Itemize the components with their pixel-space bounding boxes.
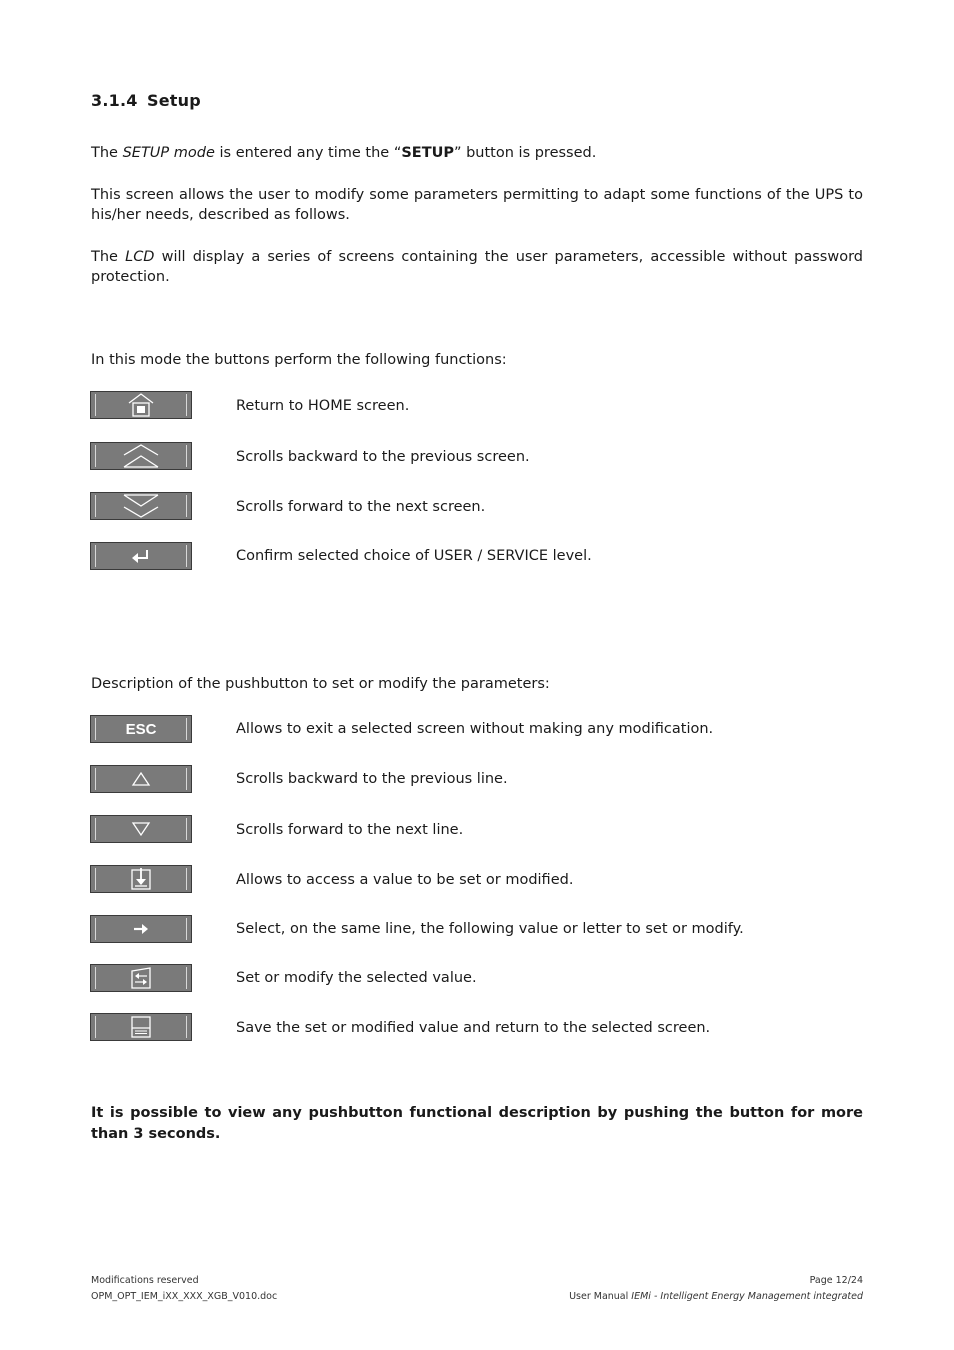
scroll-forward-line-description: Scrolls forward to the next line. xyxy=(236,822,464,838)
pushbutton-note: It is possible to view any pushbutton functional description by pushing the button for more than 3 seconds. xyxy=(91,1105,863,1142)
param-buttons-intro: Description of the pushbutton to set or modify the parameters: xyxy=(91,676,550,692)
scroll-back-screen-description: Scrolls backward to the previous screen. xyxy=(236,449,530,465)
next-value-description: Select, on the same line, the following value or letter to set or modify. xyxy=(236,921,744,937)
text-run: User Manual xyxy=(569,1291,632,1302)
scroll-back-line-description: Scrolls backward to the previous line. xyxy=(236,771,508,787)
double-up-icon xyxy=(121,443,161,469)
description-paragraph: This screen allows the user to modify some parameters permitting to adapt some functions of the UPS to his/her needs, described as follows. xyxy=(91,187,863,223)
footer-right xyxy=(569,1273,863,1305)
text-run: will display a series of screens containing the user parameters, accessible without password protection. xyxy=(91,249,863,285)
section-number: 3.1.4 xyxy=(91,91,138,110)
bold-term: SETUP xyxy=(401,145,454,161)
arrow-right-icon xyxy=(131,921,151,937)
footer-document-code: OPM_OPT_IEM_iXX_XXX_XGB_V010.doc xyxy=(91,1291,278,1302)
enter-icon xyxy=(130,547,152,565)
text-run: The xyxy=(91,249,126,265)
triangle-up-icon xyxy=(131,771,151,787)
esc-button[interactable] xyxy=(90,715,192,743)
access-value-description: Allows to access a value to be set or modified. xyxy=(236,872,574,888)
footer-left xyxy=(91,1273,277,1305)
modify-value-icon xyxy=(130,966,152,990)
text-run: ” button is pressed. xyxy=(453,145,597,161)
section-heading xyxy=(91,91,201,110)
mode-buttons-intro: In this mode the buttons perform the following functions: xyxy=(91,352,507,368)
save-icon xyxy=(130,1015,152,1039)
footer-modifications: Modifications reserved xyxy=(91,1275,199,1286)
home-icon xyxy=(126,392,156,418)
italic-term: SETUP mode xyxy=(122,145,215,161)
modify-value-button[interactable] xyxy=(90,964,192,992)
text-run: The xyxy=(91,145,123,161)
triangle-down-icon xyxy=(131,821,151,837)
access-value-button[interactable] xyxy=(90,865,192,893)
page-number: Page 12/24 xyxy=(809,1275,863,1286)
access-value-icon xyxy=(130,867,152,891)
scroll-forward-screen-button[interactable] xyxy=(90,492,192,520)
esc-button-description: Allows to exit a selected screen without making any modification. xyxy=(236,721,714,737)
scroll-back-screen-button[interactable] xyxy=(90,442,192,470)
save-button[interactable] xyxy=(90,1013,192,1041)
double-down-icon xyxy=(121,493,161,519)
italic-term: IEMi - Intelligent Energy Management integrated xyxy=(631,1291,863,1302)
section-title: Setup xyxy=(147,91,201,110)
scroll-back-line-button[interactable] xyxy=(90,765,192,793)
save-button-description: Save the set or modified value and return to the selected screen. xyxy=(236,1020,711,1036)
scroll-forward-line-button[interactable] xyxy=(90,815,192,843)
manual-title xyxy=(569,1289,863,1305)
scroll-forward-screen-description: Scrolls forward to the next screen. xyxy=(236,499,486,515)
lcd-paragraph xyxy=(91,247,863,287)
modify-value-description: Set or modify the selected value. xyxy=(236,970,477,986)
italic-term: LCD xyxy=(125,249,155,265)
home-button[interactable] xyxy=(90,391,192,419)
intro-paragraph xyxy=(91,143,863,163)
enter-button-description: Confirm selected choice of USER / SERVICE level. xyxy=(236,548,592,564)
esc-label: ESC xyxy=(125,720,157,738)
home-button-description: Return to HOME screen. xyxy=(236,398,410,414)
enter-button[interactable] xyxy=(90,542,192,570)
text-run: is entered any time the “ xyxy=(214,145,402,161)
next-value-button[interactable] xyxy=(90,915,192,943)
